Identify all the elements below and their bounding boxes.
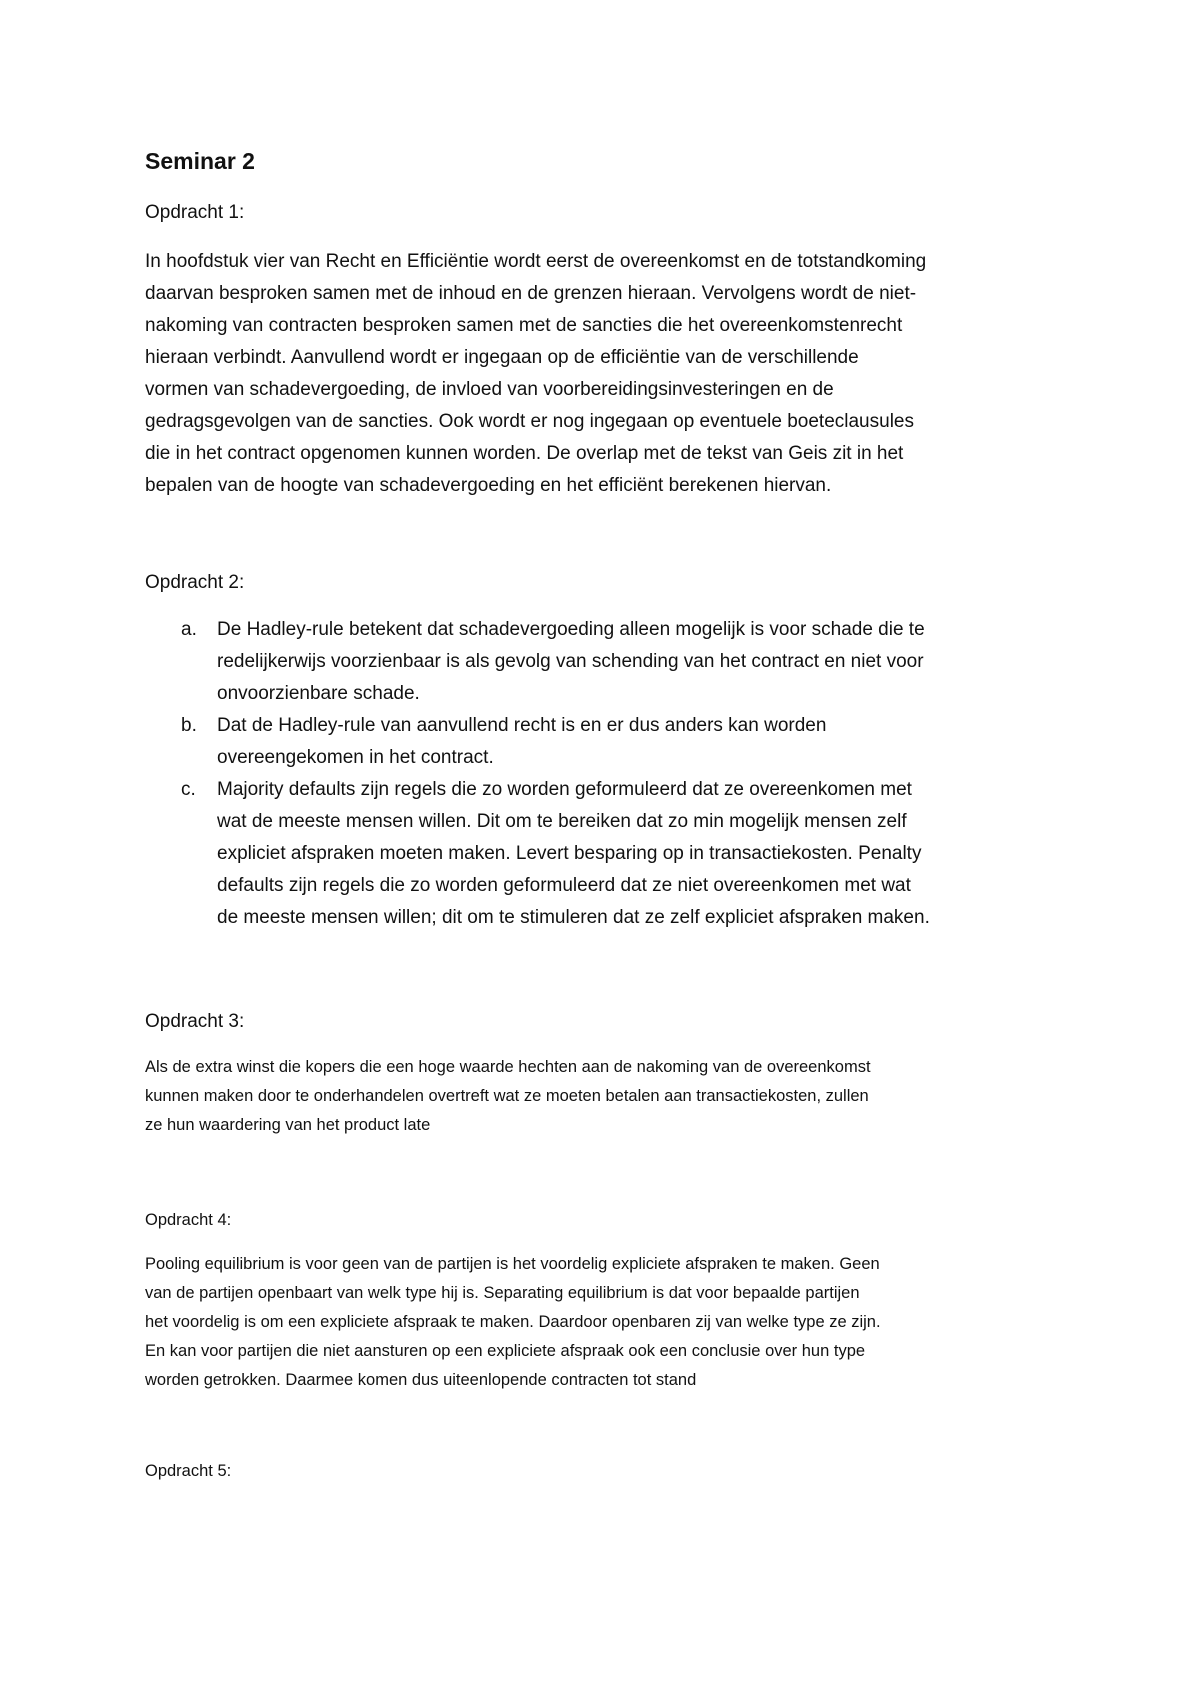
text-line: daarvan besproken samen met de inhoud en de grenzen hieraan. Vervolgens wordt de niet-: [145, 283, 917, 304]
text-line: expliciet afspraken moeten maken. Levert besparing op in transactiekosten. Penalty: [217, 843, 922, 864]
section-body-1: [145, 246, 1075, 502]
text-line: defaults zijn regels die zo worden geformuleerd dat ze niet overeenkomen met wat: [217, 875, 911, 896]
section-body-3: [145, 1053, 1075, 1140]
document-title: Seminar 2: [145, 148, 255, 174]
text-line: onvoorzienbare schade.: [217, 683, 420, 704]
answer-list: [145, 614, 1075, 934]
text-line: wat de meeste mensen willen. Dit om te bereiken dat zo min mogelijk mensen zelf: [217, 811, 907, 832]
text-line: ze hun waardering van het product late: [145, 1116, 431, 1134]
text-line: Als de extra winst die kopers die een hoge waarde hechten aan de nakoming van de overeenkomst: [145, 1058, 871, 1076]
text-line: In hoofdstuk vier van Recht en Efficiëntie wordt eerst de overeenkomst en de totstandkoming: [145, 251, 927, 272]
text-line: van de partijen openbaart van welk type hij is. Separating equilibrium is dat voor bepaalde partijen: [145, 1284, 860, 1302]
text-line: gedragsgevolgen van de sancties. Ook wordt er nog ingegaan op eventuele boeteclausules: [145, 411, 914, 432]
list-marker: b.: [181, 715, 197, 736]
list-item: [145, 774, 1075, 934]
section-heading-2: Opdracht 2:: [145, 572, 245, 593]
text-line: overeengekomen in het contract.: [217, 747, 494, 768]
text-line: De Hadley-rule betekent dat schadevergoeding alleen mogelijk is voor schade die te: [217, 619, 925, 640]
text-line: vormen van schadevergoeding, de invloed van voorbereidingsinvesteringen en de: [145, 379, 834, 400]
text-line: Pooling equilibrium is voor geen van de partijen is het voordelig expliciete afspraken te maken. Geen: [145, 1255, 880, 1273]
list-marker: a.: [181, 619, 197, 640]
section-heading-5: Opdracht 5:: [145, 1462, 232, 1480]
text-line: hieraan verbindt. Aanvullend wordt er ingegaan op de efficiëntie van de verschillende: [145, 347, 859, 368]
section-body-4: [145, 1250, 1075, 1395]
list-item: [145, 710, 1075, 774]
text-line: het voordelig is om een expliciete afspraak te maken. Daardoor openbaren zij van welke type ze zijn.: [145, 1313, 881, 1331]
section-heading-1: Opdracht 1:: [145, 202, 245, 223]
text-line: de meeste mensen willen; dit om te stimuleren dat ze zelf expliciet afspraken maken.: [217, 907, 930, 928]
text-line: die in het contract opgenomen kunnen worden. De overlap met de tekst van Geis zit in het: [145, 443, 904, 464]
text-line: worden getrokken. Daarmee komen dus uiteenlopende contracten tot stand: [145, 1371, 697, 1389]
list-item: [145, 614, 1075, 710]
text-line: redelijkerwijs voorzienbaar is als gevolg van schending van het contract en niet voor: [217, 651, 924, 672]
text-line: En kan voor partijen die niet aansturen op een expliciete afspraak ook een conclusie over hun type: [145, 1342, 866, 1360]
section-heading-3: Opdracht 3:: [145, 1011, 245, 1032]
list-marker: c.: [181, 779, 196, 800]
text-line: Dat de Hadley-rule van aanvullend recht is en er dus anders kan worden: [217, 715, 827, 736]
text-line: kunnen maken door te onderhandelen overtreft wat ze moeten betalen aan transactiekosten, zullen: [145, 1087, 869, 1105]
text-line: nakoming van contracten besproken samen met de sancties die het overeenkomstenrecht: [145, 315, 903, 336]
text-line: Majority defaults zijn regels die zo worden geformuleerd dat ze overeenkomen met: [217, 779, 912, 800]
section-heading-4: Opdracht 4:: [145, 1211, 232, 1229]
text-line: bepalen van de hoogte van schadevergoeding en het efficiënt berekenen hiervan.: [145, 475, 832, 496]
